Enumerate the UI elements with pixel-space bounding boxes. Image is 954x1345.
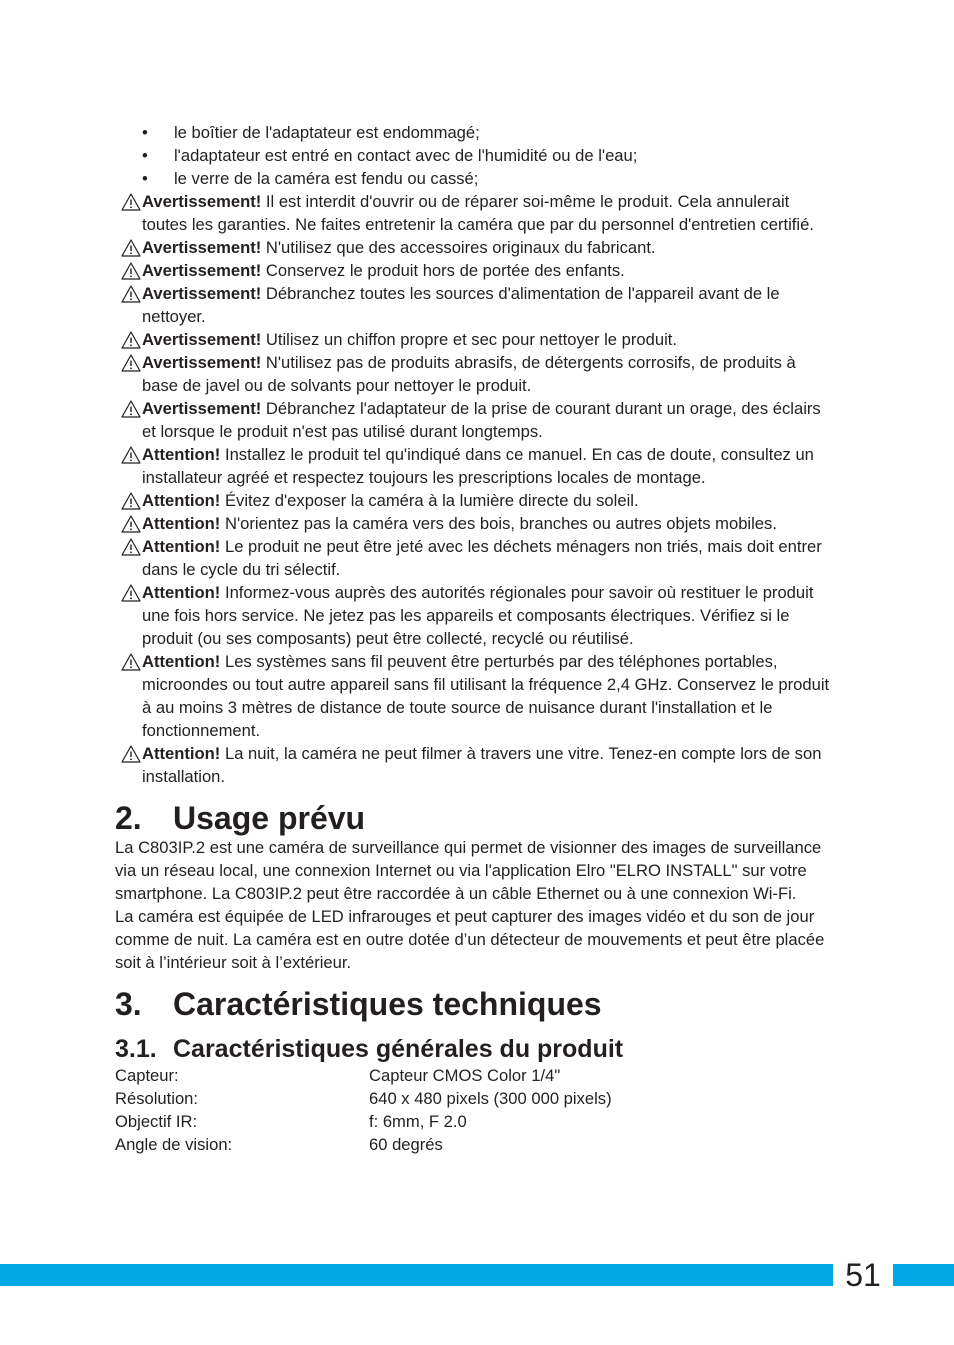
warning-triangle-icon — [121, 285, 141, 303]
paragraph: La caméra est équipée de LED infrarouges et peut capturer des images vidéo et du son de jour comme de nuit. La caméra est en outre dotée d’un détecteur de mouvements et peut être placée soit à l’intérieur soit à l’extérieur. — [115, 907, 825, 972]
warning-text: N'orientez pas la caméra vers des bois, branches ou autres objets mobiles. — [224, 514, 777, 533]
warning-text: Évitez d'exposer la caméra à la lumière directe du soleil. — [224, 491, 639, 510]
subsection-number: 3.1. — [115, 1035, 157, 1063]
page-number: 51 — [833, 1257, 893, 1293]
paragraph: La C803IP.2 est une caméra de surveillance qui permet de visionner des images de surveillance via un réseau local, une connexion Internet ou via l'application Elro "ELRO INSTALL" sur votre smartphone. La C803IP.2 peut être raccordée à un câble Ethernet ou à une connexion Wi-Fi. — [115, 838, 822, 903]
warning-item — [115, 512, 835, 535]
spec-key: Résolution: — [115, 1089, 199, 1108]
table-row — [115, 1110, 612, 1133]
spec-value: f: 6mm, F 2.0 — [369, 1112, 467, 1131]
table-row — [115, 1087, 612, 1110]
warning-item — [115, 650, 835, 742]
warning-item — [115, 236, 835, 259]
warning-label: Attention! — [142, 652, 221, 671]
warning-item — [115, 489, 835, 512]
spec-key: Angle de vision: — [115, 1135, 233, 1154]
spec-value: 60 degrés — [369, 1135, 443, 1154]
warning-item — [115, 581, 835, 650]
specs-table — [115, 1064, 612, 1156]
condition-list — [115, 121, 835, 190]
warning-text: N'utilisez que des accessoires originaux du fabricant. — [265, 238, 656, 257]
section-number: 2. — [115, 800, 142, 836]
warning-label: Attention! — [142, 583, 221, 602]
warning-label: Avertissement! — [142, 238, 262, 257]
spec-value: Capteur CMOS Color 1/4" — [369, 1066, 561, 1085]
bullet-symbol: • — [142, 169, 148, 188]
warning-item — [115, 351, 835, 397]
warning-label: Avertissement! — [142, 353, 262, 372]
warning-label: Attention! — [142, 445, 221, 464]
subsection-heading — [115, 1034, 835, 1064]
warning-text: Utilisez un chiffon propre et sec pour nettoyer le produit. — [265, 330, 677, 349]
warning-triangle-icon — [121, 400, 141, 418]
warning-label: Attention! — [142, 514, 221, 533]
table-row — [115, 1064, 612, 1087]
warning-triangle-icon — [121, 446, 141, 464]
section-title: Caractéristiques techniques — [173, 986, 602, 1022]
warning-item — [115, 742, 835, 788]
warning-text: Débranchez l'adaptateur de la prise de courant durant un orage, des éclairs et lorsque le produit n'est pas utilisé durant longtemps. — [142, 399, 821, 441]
warning-triangle-icon — [121, 193, 141, 211]
list-item: • le boîtier de l'adaptateur est endommagé; — [142, 123, 480, 142]
warning-triangle-icon — [121, 515, 141, 533]
table-row — [115, 1133, 612, 1156]
section-number: 3. — [115, 986, 142, 1022]
warning-label: Avertissement! — [142, 261, 262, 280]
warning-item — [115, 397, 835, 443]
warning-list — [115, 190, 835, 788]
warning-label: Avertissement! — [142, 330, 262, 349]
warning-label: Avertissement! — [142, 284, 262, 303]
bullet-symbol: • — [142, 146, 148, 165]
list-item: • l'adaptateur est entré en contact avec de l'humidité ou de l'eau; — [142, 146, 638, 165]
warning-text: Les systèmes sans fil peuvent être perturbés par des téléphones portables, microondes ou tout autre appareil sans fil utilisant la fréquence 2,4 GHz. Conservez le produit à au moins 3 mètres de distance de toute source de nuisance durant l'installation et le fonctionnement. — [142, 652, 830, 740]
warning-label: Attention! — [142, 491, 221, 510]
warning-triangle-icon — [121, 262, 141, 280]
section-title: Usage prévu — [173, 800, 366, 836]
subsection-title: Caractéristiques générales du produit — [173, 1035, 624, 1063]
warning-label: Avertissement! — [142, 192, 262, 211]
spec-value: 640 x 480 pixels (300 000 pixels) — [369, 1089, 612, 1108]
bullet-symbol: • — [142, 123, 148, 142]
warning-text: Informez-vous auprès des autorités régionales pour savoir où restituer le produit une fois hors service. Ne jetez pas les appareils et composants électriques. Vérifiez si le produit (ou ses composants) peut être collecté, recyclé ou réutilisé. — [142, 583, 814, 648]
list-item: • le verre de la caméra est fendu ou cassé; — [142, 169, 479, 188]
warning-label: Avertissement! — [142, 399, 262, 418]
warning-text: Le produit ne peut être jeté avec les déchets ménagers non triés, mais doit entrer dans le cycle du tri sélectif. — [142, 537, 822, 579]
warning-text: Il est interdit d'ouvrir ou de réparer soi-même le produit. Cela annulerait toutes les garanties. Ne faites entretenir la caméra que par du personnel d'entretien certifié. — [142, 192, 814, 234]
warning-label: Attention! — [142, 744, 221, 763]
warning-item — [115, 328, 835, 351]
warning-text: N'utilisez pas de produits abrasifs, de détergents corrosifs, de produits à base de javel ou de solvants pour nettoyer le produit. — [142, 353, 796, 395]
warning-triangle-icon — [121, 745, 141, 763]
warning-item — [115, 190, 835, 236]
warning-item — [115, 282, 835, 328]
section-heading-usage — [115, 800, 835, 836]
warning-triangle-icon — [121, 653, 141, 671]
warning-item — [115, 443, 835, 489]
spec-key: Capteur: — [115, 1066, 179, 1085]
footer-bar — [0, 1264, 954, 1286]
spec-key: Objectif IR: — [115, 1112, 198, 1131]
warning-triangle-icon — [121, 584, 141, 602]
warning-triangle-icon — [121, 331, 141, 349]
warning-label: Attention! — [142, 537, 221, 556]
warning-item — [115, 259, 835, 282]
warning-text: La nuit, la caméra ne peut filmer à travers une vitre. Tenez-en compte lors de son installation. — [142, 744, 822, 786]
page-content — [115, 121, 835, 1156]
warning-text: Débranchez toutes les sources d'alimentation de l'appareil avant de le nettoyer. — [142, 284, 780, 326]
warning-triangle-icon — [121, 492, 141, 510]
warning-text: Installez le produit tel qu'indiqué dans ce manuel. En cas de doute, consultez un installateur agréé et respectez toujours les prescriptions locales de montage. — [142, 445, 814, 487]
warning-triangle-icon — [121, 538, 141, 556]
warning-item — [115, 535, 835, 581]
warning-triangle-icon — [121, 239, 141, 257]
warning-text: Conservez le produit hors de portée des enfants. — [265, 261, 625, 280]
warning-triangle-icon — [121, 354, 141, 372]
section-heading-specs — [115, 986, 835, 1022]
usage-text — [115, 836, 835, 974]
